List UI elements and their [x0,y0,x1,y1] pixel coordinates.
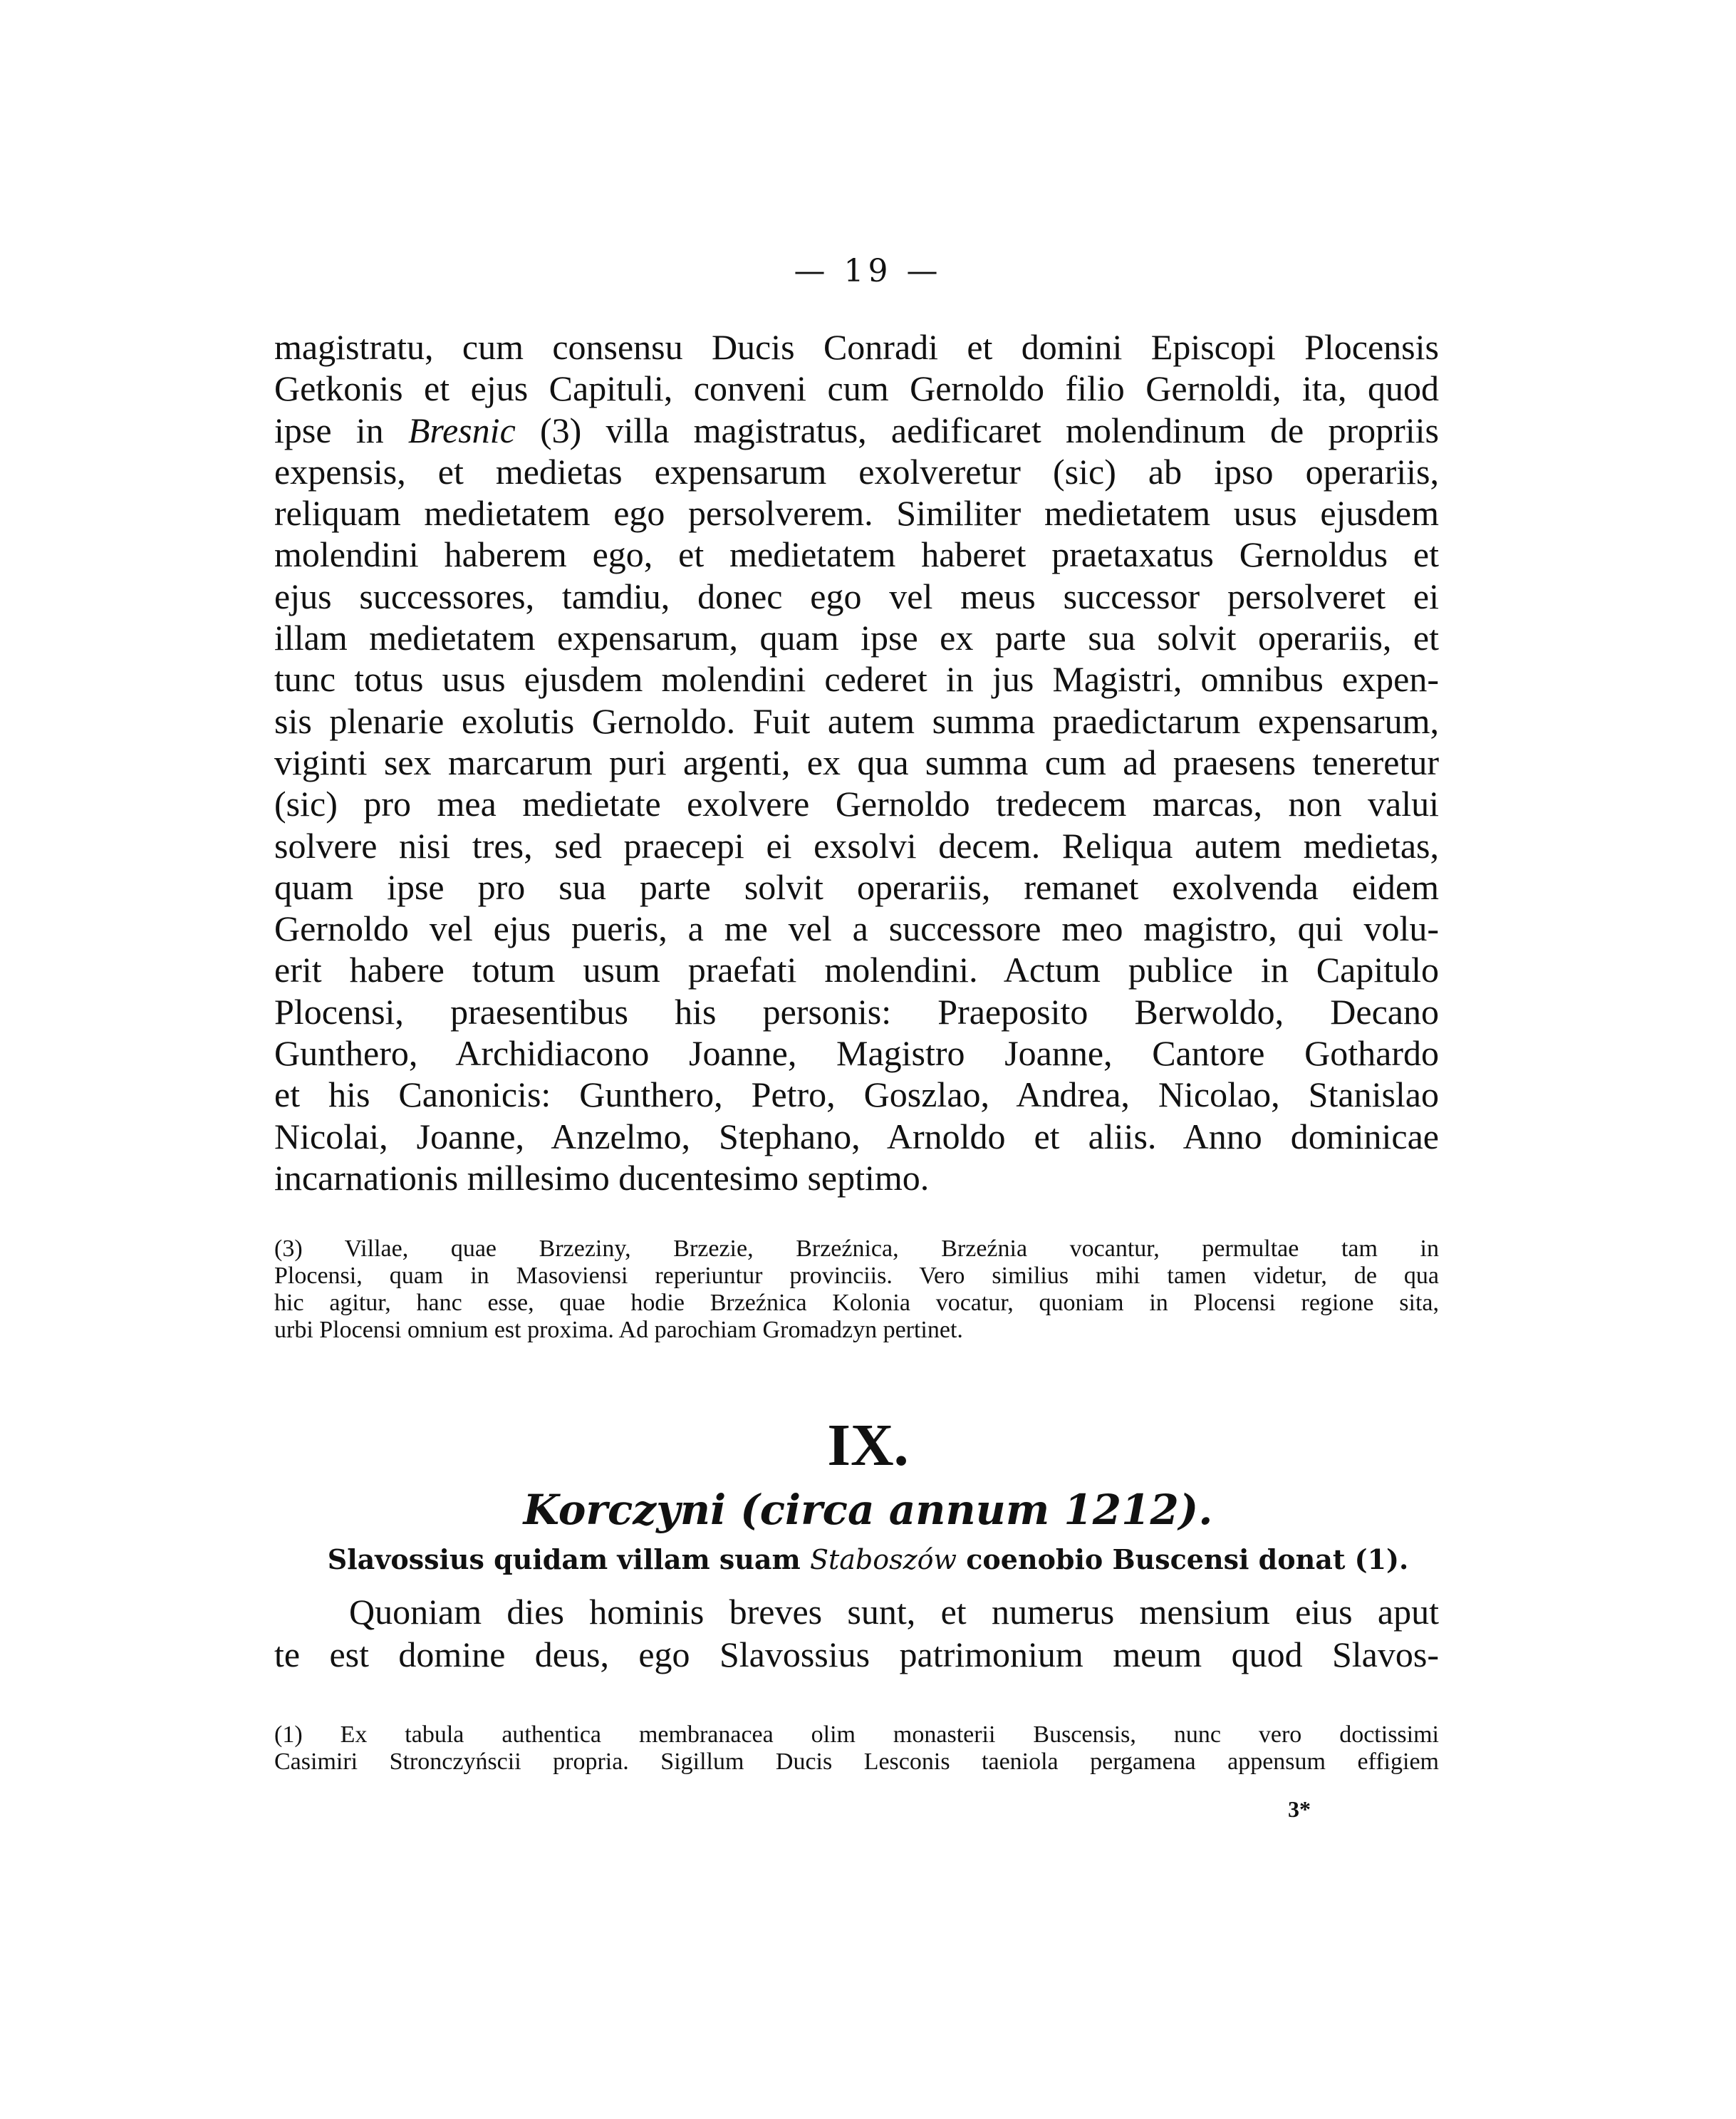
footnote-marker: (3) [274,1235,345,1262]
place-name: Bresnic [407,410,516,450]
footnote-1 [274,1721,1439,1776]
text-line: erit habere totum usum praefati molendini. Actum publice in Capitulo [274,950,1439,990]
footnote-text: Ex tabula authentica membranacea olim monasterii Buscensis, nunc vero doctissimi [340,1721,1439,1748]
footnote-text: Villae, quae Brzeziny, Brzezie, Brzeźnica, Brzeźnia vocantur, permultae tam in [344,1235,1440,1262]
text-line: sis plenarie exolutis Gernoldo. Fuit autem summa praedictarum expensarum, [274,700,1439,741]
text-line: viginti sex marcarum puri argenti, ex qua summa cum ad praesens teneretur [274,742,1439,782]
text-line: quam ipse pro sua parte solvit operariis, remanet exolvenda eidem [274,866,1439,907]
text-line-with-ref [274,410,1439,451]
text-line: Getkonis et ejus Capituli, conveni cum Gernoldo filio Gernoldi, ita, quod [274,368,1439,409]
text-line: ejus successores, tamdiu, donec ego vel meus successor persolveret ei [274,576,1439,616]
section-summary [0,1543,1736,1575]
footnote-marker: (1) [274,1721,341,1748]
text-fragment: ipse in [274,410,408,450]
footnote-line: hic agitur, hanc esse, quae hodie Brzeźnica Kolonia vocatur, quoniam in Plocensi regione sita, [274,1290,1439,1316]
text-line: reliquam medietatem ego persolverem. Similiter medietatem usus ejusdem [274,493,1439,534]
text-line: expensis, et medietas expensarum exolveretur (sic) ab ipso operariis, [274,451,1439,492]
text-line: magistratu, cum consensu Ducis Conradi et domini Episcopi Plocensis [274,327,1439,367]
main-text [274,326,1439,1198]
footnote-line [274,1235,1439,1263]
signature-mark: 3* [1288,1796,1311,1822]
text-line: Gunthero, Archidiacono Joanne, Magistro Joanne, Cantore Gothardo [274,1033,1439,1074]
text-line: te est domine deus, ego Slavossius patrimonium meum quod Slavos- [274,1634,1439,1674]
summary-place: Staboszów [809,1544,957,1575]
section-title: Korczyni (circa annum 1212). [523,1486,1213,1534]
summary-part-a: Slavossius quidam villam suam [327,1543,801,1575]
text-line: molendini haberem ego, et medietatem haberet praetaxatus Gernoldus et [274,534,1439,575]
text-line: Plocensi, praesentibus his personis: Praeposito Berwoldo, Decano [274,991,1439,1032]
text-line: illam medietatem expensarum, quam ipse ex parte sua solvit operariis, et [274,618,1439,658]
text-line: Quoniam dies hominis breves sunt, et numerus mensium eius aput [349,1592,1439,1632]
footnote-line: Plocensi, quam in Masoviensi reperiuntur provinciis. Vero similius mihi tamen videtur, de qua [274,1263,1439,1289]
text-line: Gernoldo vel ejus pueris, a me vel a successore meo magistro, qui volu- [274,908,1439,949]
section-number: IX. [827,1412,909,1478]
text-fragment: (3) villa magistratus, aedificaret molendinum de propriis [515,410,1439,450]
text-line: solvere nisi tres, sed praecepi ei exsolvi decem. Reliqua autem medietas, [274,825,1439,866]
page-number: — 19 — [794,253,942,289]
footnote-3 [274,1235,1439,1344]
footnote-line: urbi Plocensi omnium est proxima. Ad parochiam Gromadzyn pertinet. [274,1317,963,1343]
text-line: tunc totus usus ejusdem molendini cederet in jus Magistri, omnibus expen- [274,659,1439,700]
section-text [274,1590,1439,1676]
text-line: et his Canonicis: Gunthero, Petro, Goszlao, Andrea, Nicolao, Stanislao [274,1074,1439,1115]
text-line: (sic) pro mea medietate exolvere Gernoldo tredecem marcas, non valui [274,784,1439,824]
summary-part-b: coenobio Buscensi donat (1). [966,1543,1409,1575]
footnote-line [274,1721,1439,1748]
text-line: incarnationis millesimo ducentesimo septimo. [274,1157,930,1198]
text-line: Nicolai, Joanne, Anzelmo, Stephano, Arnoldo et aliis. Anno dominicae [274,1116,1439,1156]
footnote-line: Casimiri Stronczyńscii propria. Sigillum Ducis Lesconis taeniola pergamena appensum effigiem [274,1748,1439,1775]
